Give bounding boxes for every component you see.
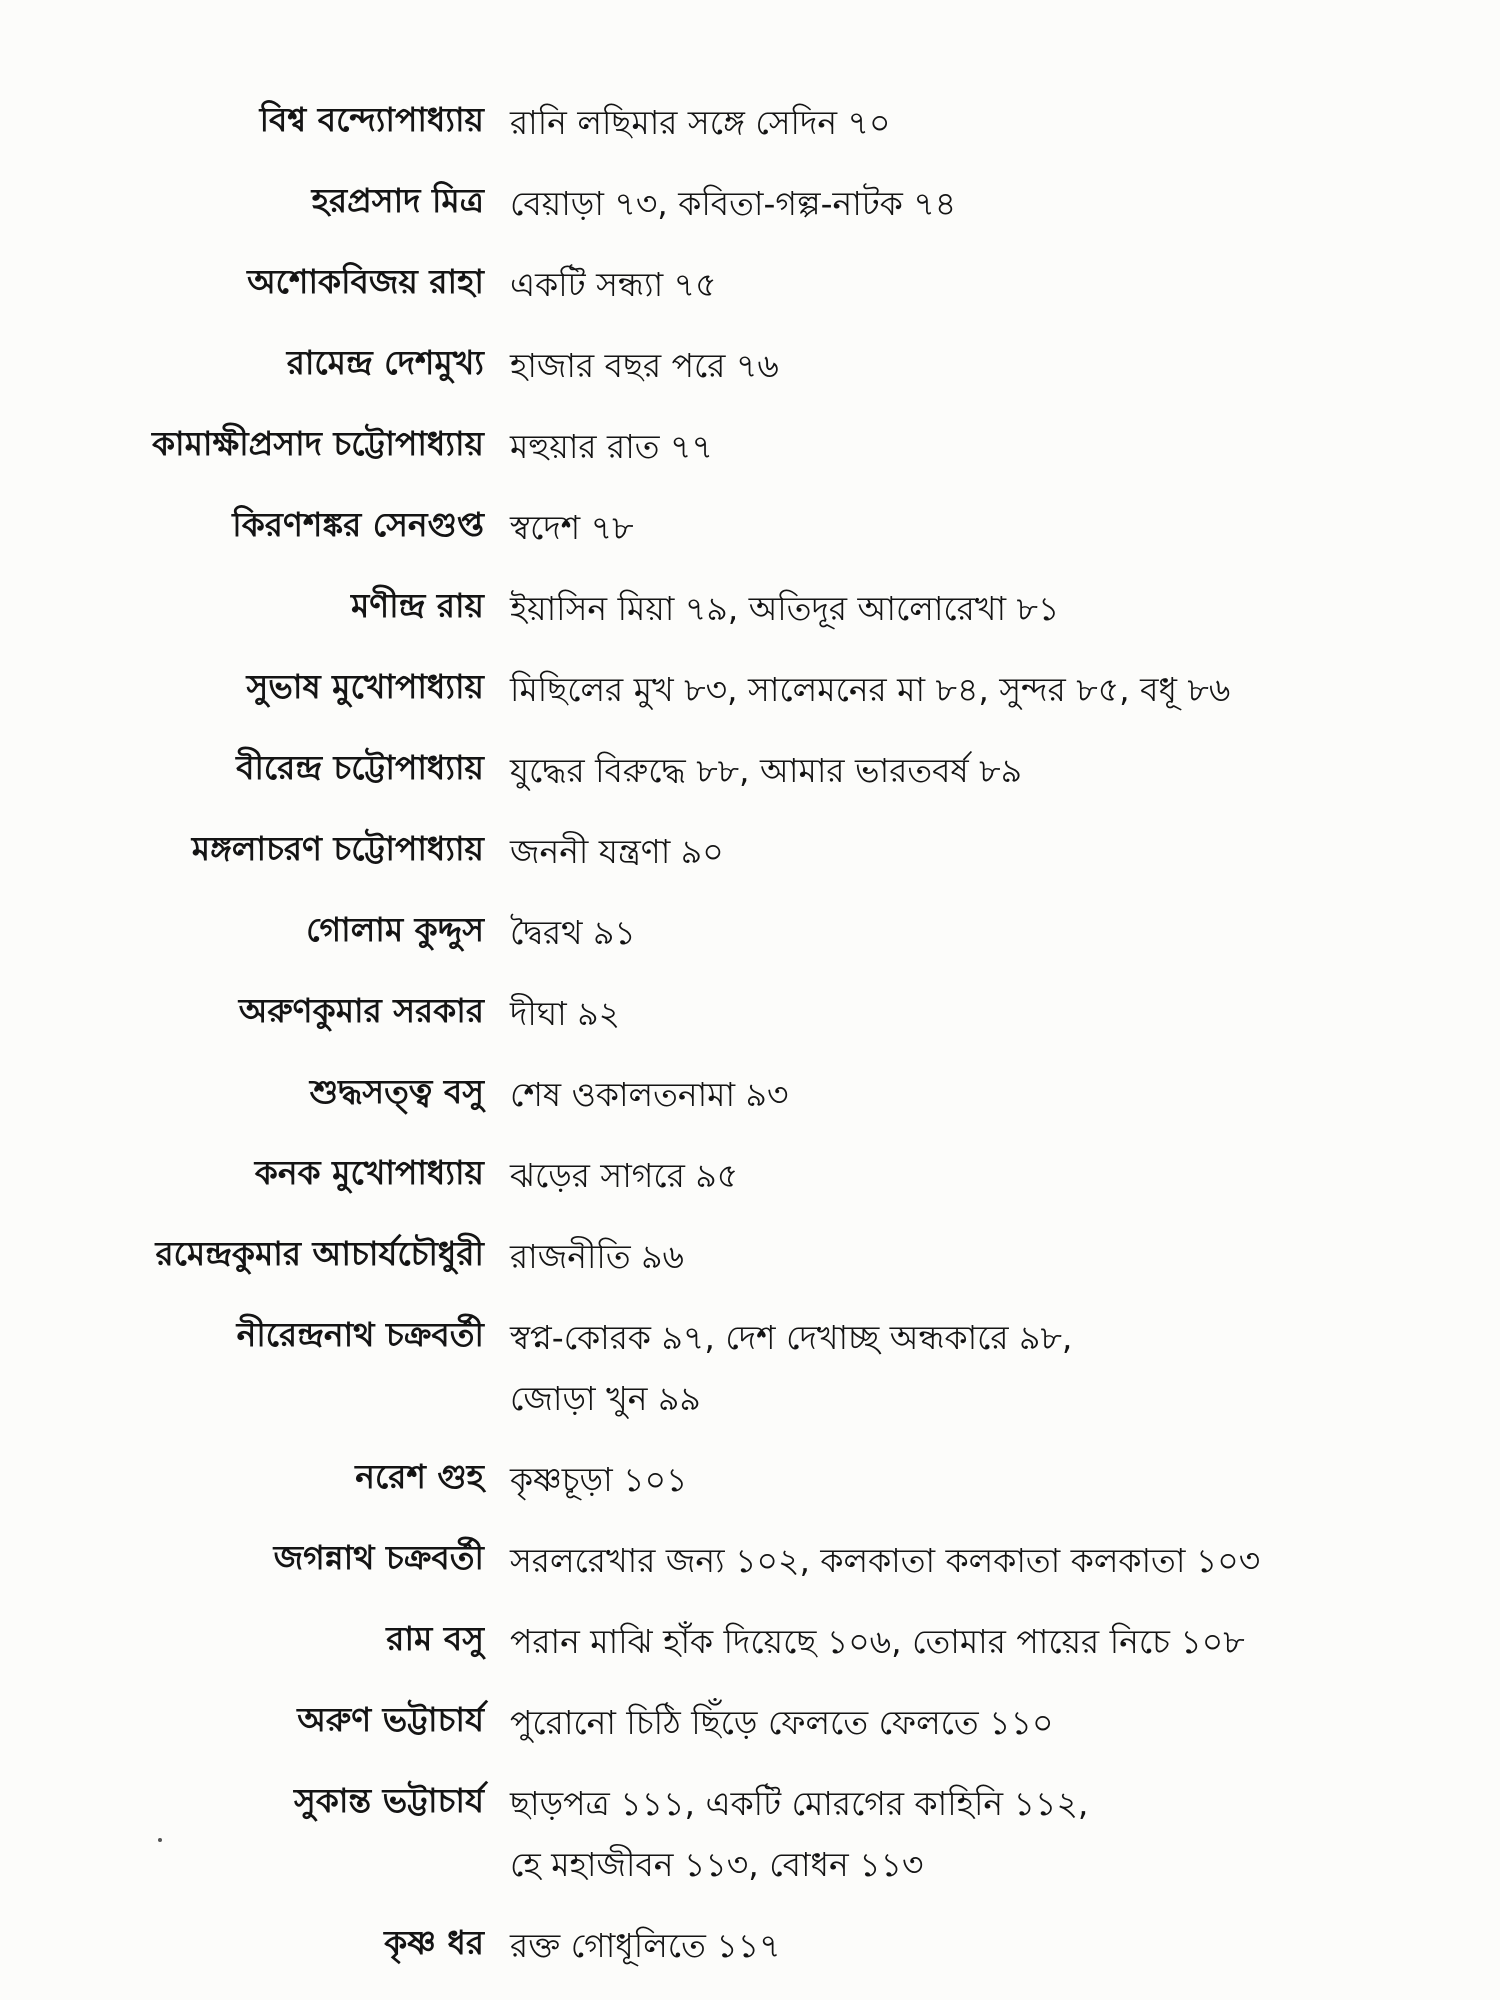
toc-entry [100,578,1360,659]
toc-entry [100,254,1360,335]
print-speck [158,1838,162,1842]
author-name: বিশ্ব বন্দ্যোপাধ্যায় [259,100,484,139]
toc-entry [100,902,1360,983]
works-line: ঝড়ের সাগরে ৯৫ [510,1156,739,1195]
works-line: সরলরেখার জন্য ১০২, কলকাতা কলকাতা কলকাতা ১০৩ [510,1541,1261,1580]
works-list [510,1064,1330,1125]
works-list [510,740,1330,801]
works-list [510,1773,1330,1895]
author-name: বীরেন্দ্র চট্টোপাধ্যায় [236,748,484,787]
works-list [510,92,1330,153]
author-name: মণীন্দ্র রায় [350,586,484,625]
works-line: স্বদেশ ৭৮ [510,508,634,547]
table-of-contents [100,92,1360,1996]
toc-entry [100,92,1360,173]
toc-entry [100,1145,1360,1226]
author-name: নীরেন্দ্রনাথ চক্রবর্তী [236,1315,484,1354]
author-name: অশোকবিজয় রাহা [247,262,484,301]
toc-entry [100,416,1360,497]
toc-entry [100,1915,1360,1996]
works-line: রক্ত গোধূলিতে ১১৭ [510,1926,781,1965]
works-line: জননী যন্ত্রণা ৯০ [510,832,724,871]
works-line: বেয়াড়া ৭৩, কবিতা-গল্প-নাটক ৭৪ [510,184,957,223]
author-name: কনক মুখোপাধ্যায় [254,1153,484,1192]
toc-entry [100,983,1360,1064]
works-list [510,1449,1330,1510]
author-name: কামাক্ষীপ্রসাদ চট্টোপাধ্যায় [151,424,484,463]
author-name: নরেশ গুহ [355,1457,484,1496]
works-line: মহুয়ার রাত ৭৭ [510,427,713,466]
toc-entry [100,740,1360,821]
toc-entry [100,173,1360,254]
toc-entry [100,1611,1360,1692]
works-list [510,659,1330,720]
works-line: রানি লছিমার সঙ্গে সেদিন ৭০ [510,103,891,142]
works-line: ইয়াসিন মিয়া ৭৯, অতিদূর আলোরেখা ৮১ [510,589,1060,628]
works-list [510,1226,1330,1287]
author-name: হরপ্রসাদ মিত্র [311,181,484,220]
works-line: পরান মাঝি হাঁক দিয়েছে ১০৬, তোমার পায়ের নিচে ১০৮ [510,1622,1245,1661]
works-list [510,1145,1330,1206]
author-name: সুভাষ মুখোপাধ্যায় [246,667,484,706]
works-list [510,1692,1330,1753]
author-name: অরুণকুমার সরকার [238,991,484,1030]
works-line: মিছিলের মুখ ৮৩, সালেমনের মা ৮৪, সুন্দর ৮৫, বধূ ৮৬ [510,670,1231,709]
author-name: রমেন্দ্রকুমার আচার্যচৌধুরী [155,1234,484,1273]
toc-entry [100,659,1360,740]
toc-entry [100,1773,1360,1915]
works-list [510,1611,1330,1672]
toc-entry [100,1449,1360,1530]
works-line: একটি সন্ধ্যা ৭৫ [510,265,717,304]
works-line: হাজার বছর পরে ৭৬ [510,346,779,385]
works-line: যুদ্ধের বিরুদ্ধে ৮৮, আমার ভারতবর্ষ ৮৯ [510,751,1022,790]
author-name: রামেন্দ্র দেশমুখ্য [286,343,484,382]
author-name: মঙ্গলাচরণ চট্টোপাধ্যায় [191,829,484,868]
works-line: কৃষ্ণচূড়া ১০১ [510,1460,688,1499]
works-line: রাজনীতি ৯৬ [510,1237,684,1276]
works-list [510,173,1330,234]
works-line: স্বপ্ন-কোরক ৯৭, দেশ দেখাচ্ছ অন্ধকারে ৯৮, [510,1318,1073,1357]
works-list [510,416,1330,477]
works-list [510,983,1330,1044]
works-list [510,335,1330,396]
author-name: কিরণশঙ্কর সেনগুপ্ত [232,505,484,544]
works-list [510,1530,1330,1591]
works-list [510,902,1330,963]
works-line: শেষ ওকালতনামা ৯৩ [510,1075,789,1114]
author-name: গোলাম কুদ্দুস [306,910,484,949]
author-name: শুদ্ধসত্ত্ব বসু [309,1072,484,1111]
toc-entry [100,1307,1360,1449]
author-name: সুকান্ত ভট্টাচার্য [293,1781,484,1820]
toc-entry [100,1530,1360,1611]
works-list [510,497,1330,558]
works-line: ছাড়পত্র ১১১, একটি মোরগের কাহিনি ১১২, [510,1784,1089,1823]
works-list [510,254,1330,315]
works-list [510,1915,1330,1976]
works-line: দীঘা ৯২ [510,994,621,1033]
author-name: জগন্নাথ চক্রবর্তী [273,1538,484,1577]
toc-entry [100,335,1360,416]
author-name: কৃষ্ণ ধর [384,1923,484,1962]
works-line: হে মহাজীবন ১১৩, বোধন ১১৩ [510,1845,924,1884]
toc-entry [100,821,1360,902]
works-line: দ্বৈরথ ৯১ [510,913,636,952]
works-line: জোড়া খুন ৯৯ [510,1379,701,1418]
toc-entry [100,1692,1360,1773]
works-line: পুরোনো চিঠি ছিঁড়ে ফেলতে ফেলতে ১১০ [510,1703,1054,1742]
works-list [510,1307,1330,1429]
author-name: অরুণ ভট্টাচার্য [297,1700,484,1739]
works-list [510,578,1330,639]
works-list [510,821,1330,882]
toc-entry [100,1226,1360,1307]
toc-entry [100,497,1360,578]
author-name: রাম বসু [386,1619,484,1658]
toc-entry [100,1064,1360,1145]
